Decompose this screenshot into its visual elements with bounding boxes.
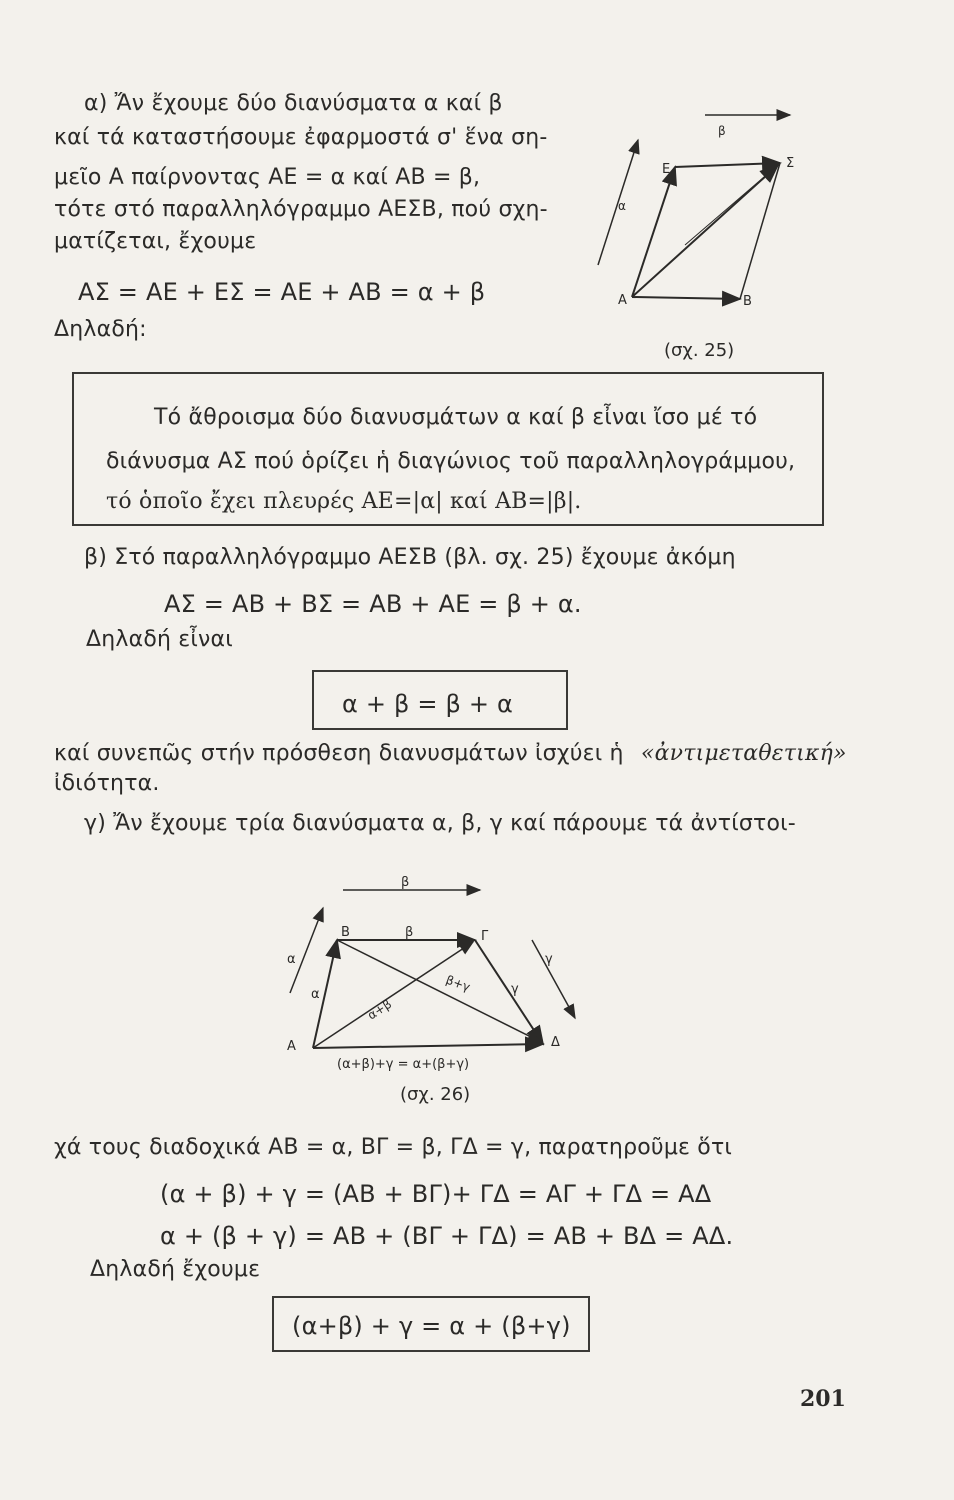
section-b-after1 <box>54 740 847 768</box>
definition-line2: διάνυσμα ΑΣ πού ὁρίζει ἡ διαγώνιος τοῦ παραλληλογράμμου, <box>106 449 796 474</box>
section-a-line3: μεῖο Α παίρνοντας ΑΕ = α καί ΑΒ = β, <box>54 165 481 190</box>
vector-AB <box>632 297 740 299</box>
section-b-conclusion: Δηλαδή εἶναι <box>86 627 233 652</box>
section-a-line5: ματίζεται, ἔχουμε <box>54 229 257 254</box>
fig25-label-alpha: α <box>618 199 626 213</box>
commutative-formula: α + β = β + α <box>342 690 513 718</box>
section-c-eq2: α + (β + γ) = ΑΒ + (ΒΓ + ΓΔ) = ΑΒ + ΒΔ = ΑΔ. <box>160 1222 734 1250</box>
fig26-label-gamma: γ <box>511 982 519 997</box>
fig26-vector-AG <box>313 942 473 1048</box>
fig26-label-B: Β <box>341 925 350 940</box>
fig25-label-beta: β <box>718 124 726 138</box>
fig26-label-beta: β <box>405 925 414 940</box>
figure-26-caption: (σχ. 26) <box>400 1084 471 1105</box>
section-b-after1-text: καί συνεπῶς στήν πρόσθεση διανυσμάτων ἰσχύει ἡ <box>54 741 624 766</box>
fig26-vector-GD <box>475 940 543 1044</box>
associative-formula: (α+β) + γ = α + (β+γ) <box>292 1312 571 1340</box>
fig26-label-alpha-free: α <box>287 952 296 967</box>
section-a-line4: τότε στό παραλληλόγραμμο ΑΕΣΒ, πού σχη- <box>54 197 548 222</box>
page-number: 201 <box>800 1386 846 1412</box>
section-a-line1: α) Ἄν ἔχουμε δύο διανύσματα α καί β <box>84 91 503 116</box>
section-b-after1-italic: «ἀντιμεταθετική» <box>640 741 847 766</box>
fig26-label-gamma-free: γ <box>545 952 553 967</box>
fig26-label-beta-free: β <box>401 875 410 890</box>
segment-BS <box>740 163 780 299</box>
section-c-line1: γ) Ἄν ἔχουμε τρία διανύσματα α, β, γ καί πάρουμε τά ἀντίστοι- <box>84 811 796 836</box>
section-c-conclusion: Δηλαδή ἔχουμε <box>90 1257 261 1282</box>
section-a-equation: ΑΣ = ΑΕ + ΕΣ = ΑΕ + ΑΒ = α + β <box>78 278 486 306</box>
fig26-gamma-free <box>532 940 575 1018</box>
fig25-label-A: Α <box>618 293 627 308</box>
vector-AS-double <box>685 165 778 245</box>
fig26-alpha-free <box>290 908 323 993</box>
section-b-line1: β) Στό παραλληλόγραμμο ΑΕΣΒ (βλ. σχ. 25) ἔχουμε ἀκόμη <box>84 545 736 570</box>
fig25-label-E: Ε <box>662 162 671 177</box>
section-b-after2: ἰδιότητα. <box>54 771 160 796</box>
vector-ES <box>675 163 780 167</box>
definition-line1: Τό ἄθροισμα δύο διανυσμάτων α καί β εἶναι ἴσο μέ τό <box>154 405 758 430</box>
fig26-label-A: Α <box>287 1039 296 1054</box>
section-a-conclusion: Δηλαδή: <box>54 317 147 342</box>
fig26-label-G: Γ <box>481 929 489 944</box>
fig26-label-bg: β+γ <box>443 972 473 995</box>
figure-26-diagram <box>275 868 595 1078</box>
fig26-label-alpha: α <box>311 987 320 1002</box>
fig26-vector-AD <box>313 1044 543 1048</box>
section-a-line2: καί τά καταστήσουμε ἐφαρμοστά σ' ἕνα ση- <box>54 125 548 150</box>
fig26-label-D: Δ <box>551 1035 560 1050</box>
fig25-label-S: Σ <box>786 156 795 171</box>
fig26-bottom-label: (α+β)+γ = α+(β+γ) <box>337 1057 470 1072</box>
figure-25-caption: (σχ. 25) <box>664 340 735 361</box>
section-c-eq1: (α + β) + γ = (ΑΒ + ΒΓ)+ ΓΔ = ΑΓ + ΓΔ = ΑΔ <box>160 1180 712 1208</box>
fig25-label-B: Β <box>743 294 752 309</box>
section-b-equation: ΑΣ = ΑΒ + ΒΣ = ΑΒ + ΑΕ = β + α. <box>164 590 582 618</box>
section-c-line2: χά τους διαδοχικά ΑΒ = α, ΒΓ = β, ΓΔ = γ, παρατηροῦμε ὅτι <box>54 1135 733 1160</box>
fig26-label-ab: α+β <box>365 996 395 1023</box>
figure-25-diagram <box>590 95 820 325</box>
definition-line3: τό ὁποῖο ἔχει πλευρές ΑΕ=|α| καί ΑΒ=|β|. <box>106 489 582 514</box>
